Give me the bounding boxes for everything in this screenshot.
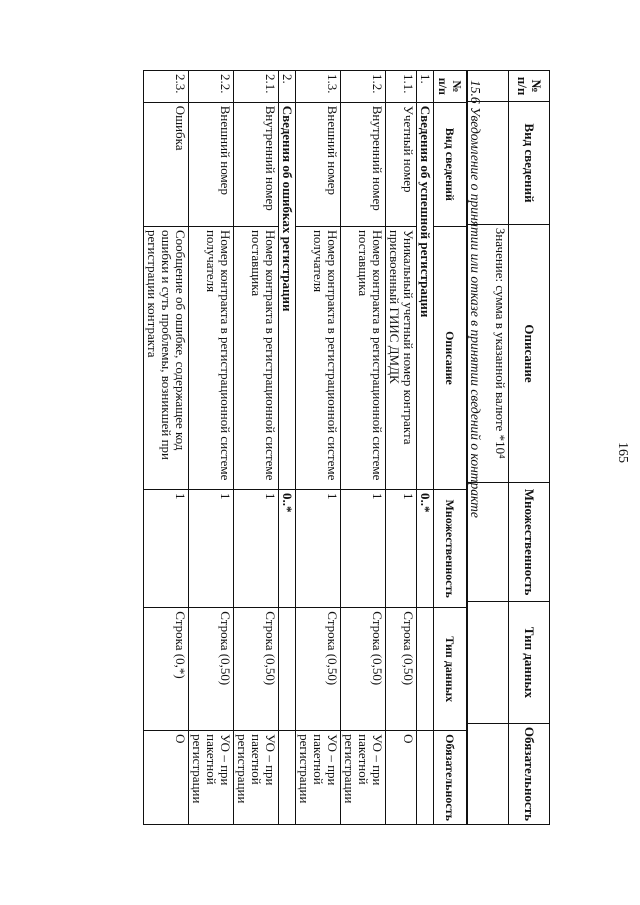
table-cell-req: УО – при пакетной регистрации	[341, 731, 386, 825]
table-cell-mult: 1	[234, 490, 279, 608]
table-cell-mult: 1	[144, 490, 189, 608]
table-header-row	[434, 71, 467, 825]
table-cell-desc: Уникальный учетный номер контракта присвоенный ГИИС ДМДК	[386, 226, 417, 489]
table-cell-num: 2.1.	[234, 71, 279, 103]
table-cell-mult: 1	[189, 490, 234, 608]
table-cell-req: О	[144, 731, 189, 825]
section-row	[417, 71, 434, 825]
table-cell-num: 1.2.	[341, 71, 386, 103]
header-cell: Множественность	[509, 483, 550, 602]
header-cell: № п/п	[509, 71, 550, 102]
header-cell: Описание	[434, 226, 467, 489]
table-cell-req: УО – при пакетной регистрации	[189, 731, 234, 825]
table-cell-mult: 1	[296, 490, 341, 608]
table-cell-mult: 1	[386, 490, 417, 608]
header-cell: № п/п	[434, 71, 467, 103]
header-cell: Вид сведений	[509, 102, 550, 225]
table-cell-num: 1.3.	[296, 71, 341, 103]
table-cell-name: Внешний номер	[189, 102, 234, 226]
table-body	[144, 71, 434, 825]
table-row	[341, 71, 386, 825]
table-cell-name: Ошибка	[144, 102, 189, 226]
table-cell-num: 2.2.	[189, 71, 234, 103]
table-cell-name: Внешний номер	[296, 102, 341, 226]
table-row	[189, 71, 234, 825]
table-caption: 15.6 Уведомление о принятии или отказе в принятии сведений о контракте	[468, 80, 483, 518]
table-cell-name: Сведения об успешной регистрации	[417, 102, 434, 489]
table-cell-desc: Номер контракта в регистрационной системе поставщика	[341, 226, 386, 489]
table-cell-req: УО – при пакетной регистрации	[234, 731, 279, 825]
table-row	[234, 71, 279, 825]
table-row	[144, 71, 189, 825]
table-cell-num: 2.	[279, 71, 296, 103]
table-cell-type	[417, 608, 434, 731]
header-cell: Описание	[509, 224, 550, 482]
table-cell-type	[279, 608, 296, 731]
table-cell-mult: 0..*	[417, 490, 434, 608]
table-cell-type: Строка (0,50)	[296, 608, 341, 731]
table-cell-desc: Номер контракта в регистрационной системе поставщика	[234, 226, 279, 489]
table-header-row	[509, 71, 550, 825]
page-number: 165	[615, 442, 630, 463]
header-cell: Обязательность	[509, 723, 550, 824]
table-cell: Значение: сумма в указанной валюте *10⁴	[468, 224, 509, 482]
table-cell-desc: Сообщение об ошибке, содержащее код ошибки и суть проблемы, возникшей при регистрации контракта	[144, 226, 189, 489]
table-cell-req: УО – при пакетной регистрации	[296, 731, 341, 825]
table-cell-mult: 1	[341, 490, 386, 608]
table-cell-req	[279, 731, 296, 825]
table-cell-desc: Номер контракта в регистрационной системе получателя	[189, 226, 234, 489]
table-cell-type: Строка (0,50)	[234, 608, 279, 731]
table-cell-desc: Номер контракта в регистрационной системе получателя	[296, 226, 341, 489]
header-cell: Множественность	[434, 490, 467, 608]
section-row	[279, 71, 296, 825]
table-cell-req: О	[386, 731, 417, 825]
table-row	[296, 71, 341, 825]
table-cell-type: Строка (0,50)	[341, 608, 386, 731]
table-row	[386, 71, 417, 825]
table-cell-num: 2.3.	[144, 71, 189, 103]
table-cell-name: Внутренний номер	[234, 102, 279, 226]
header-cell: Вид сведений	[434, 102, 467, 226]
notification-table	[143, 70, 467, 825]
table-cell-num: 1.1.	[386, 71, 417, 103]
header-cell: Обязательность	[434, 731, 467, 825]
table-cell-mult: 0..*	[279, 490, 296, 608]
table-cell-name: Сведения об ошибках регистрации	[279, 102, 296, 489]
header-cell: Тип данных	[434, 608, 467, 731]
table-cell-type: Строка (0,50)	[386, 608, 417, 731]
table-cell-name: Учетный номер	[386, 102, 417, 226]
table-cell-num: 1.	[417, 71, 434, 103]
table-cell-type: Строка (0,50)	[189, 608, 234, 731]
table-cell-type: Строка (0,*)	[144, 608, 189, 731]
table-cell-req	[417, 731, 434, 825]
table-cell-name: Внутренний номер	[341, 102, 386, 226]
header-cell: Тип данных	[509, 601, 550, 723]
